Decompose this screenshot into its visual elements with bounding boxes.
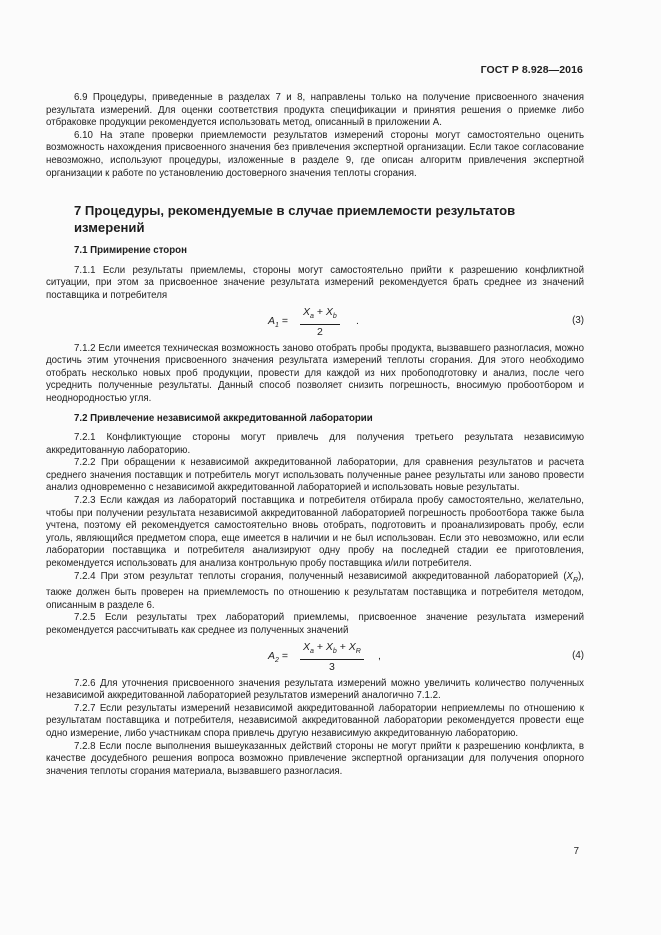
formula-4-number: (4) (572, 649, 584, 661)
paragraph-7-2-8: 7.2.8 Если после выполнения вышеуказанных действий стороны не могут прийти к разрешению конфликта, в качестве досудебного решения вопроса возможно привлечение экспертной организации для получения опорного значения теплоты сгорания материала, вызвавшего разногласия. (46, 740, 584, 777)
paragraph-7-2-1: 7.2.1 Конфликтующие стороны могут привлечь для получения третьего результата независимую аккредитованную лабораторию. (46, 432, 584, 456)
paragraph-7-1-2: 7.1.2 Если имеется техническая возможность заново отобрать пробы продукта, вызвавшего разногласия, можно достичь этим уточнения присвоенного значения результата измерений теплоты сгорания. Для этого необходимо отобрать несколько новых проб продукции, провести для каждой из них пробоподготовку и анализ, после чего усреднить полученные результаты. Данный способ позволяет снизить погрешность, вносимую пробоотбором и неоднородностью угля. (46, 342, 584, 404)
subsection-7-2-title: 7.2 Привлечение независимой аккредитованной лаборатории (74, 412, 373, 424)
paragraph-7-1-1: 7.1.1 Если результаты приемлемы, стороны могут самостоятельно прийти к разрешению конфликтной ситуации, при этом за присвоенное значение результата измерений рекомендуется брать среднее из значений поставщика и потребителя (46, 264, 584, 301)
formula-4-denominator: 3 (329, 660, 335, 673)
paragraph-6-9: 6.9 Процедуры, приведенные в разделах 7 и 8, направлены только на получение присвоенного значения результата измерений. Для оценки соответствия продукта спецификации и принятия решения о приемке либо отбраковке продукции рекомендуется использовать метод, описанный в приложении А. (46, 92, 584, 129)
subsection-7-1-title: 7.1 Примирение сторон (74, 245, 187, 257)
formula-3-denominator: 2 (316, 325, 323, 338)
formula-4-numerator: $X_a + X_b + X_R$ (300, 640, 364, 660)
document-body (46, 92, 584, 778)
formula-3-lhs: $A_1$ = (268, 314, 288, 329)
standard-header: ГОСТ Р 8.928—2016 (480, 64, 583, 76)
paragraph-7-2-7: 7.2.7 Если результаты измерений независимой аккредитованной лаборатории неприемлемы по отношению к результатам поставщика и потребителя, независимой аккредитованной лаборатории рекомендуется провести еще одно измерение, либо участникам спора привлечь другую независимую аккредитованную лабораторию. (46, 702, 584, 739)
paragraph-7-2-5: 7.2.5 Если результаты трех лабораторий приемлемы, присвоенное значение результата измерений рекомендуется рассчитывать как среднее из полученных значений (46, 612, 584, 636)
formula-4: $A_2$ = $\frac{X_a + X_b + X_R}{3}$ , (4) (268, 640, 584, 673)
formula-4-lhs: $A_2$ = (268, 649, 288, 664)
formula-3-numerator: $X_a + X_b$ (300, 305, 340, 325)
paragraph-7-2-3: 7.2.3 Если каждая из лабораторий поставщика и потребителя отбирала пробу самостоятельно, желательно, чтобы при получении результата независимой аккредитованной лабораторией погрешность пробоотбора также была учтена, поэтому ей рекомендуется самостоятельно вновь отобрать, подготовить и проанализировать пробу, если уголь, являющийся предметом спора, еще имеется в наличии и не был использован. Если это невозможно, или если лаборатории поставщика и потребителя анализируют одну пробу на последней стадии ее приготовления, рекомендуется использовать для анализа контрольную пробу поставщика и/или потребителя. (46, 495, 584, 570)
formula-4-fraction (300, 640, 364, 675)
formula-3: $A_1$ = $\frac{X_a + X_b}{2}$ . (3) (268, 305, 584, 338)
formula-3-fraction (300, 305, 340, 340)
paragraph-6-10: 6.10 На этапе проверки приемлемости результатов измерений стороны могут самостоятельно оценить возможность нахождения присвоенного значения без привлечения экспертной организации. Если такое согласование невозможно, используют процедуры, изложенные в разделе 9, где описан алгоритм привлечения экспертной организации к работе по установлению достоверного значения теплоты сгорания. (46, 129, 584, 179)
paragraph-7-2-4: 7.2.4 При этом результат теплоты сгорания, полученный независимой аккредитованной лабораторией $(X_R)$, также должен быть проверен на приемлемость по отношению к результатам поставщика и потребителя методом, описанным в разделе 6. (46, 570, 584, 611)
page-number: 7 (573, 846, 579, 857)
section-7-title: 7 Процедуры, рекомендуемые в случае приемлемости результатов измерений (74, 203, 516, 235)
formula-3-number: (3) (572, 314, 584, 326)
paragraph-7-2-6: 7.2.6 Для уточнения присвоенного значения результата измерений можно увеличить количество полученных независимой аккредитованной лабораторией результатов измерений аналогично 7.1.2. (46, 677, 584, 702)
paragraph-7-2-2: 7.2.2 При обращении к независимой аккредитованной лаборатории, для сравнения результатов и расчета среднего значения поставщик и потребитель могут использовать полученные ранее результаты или заново провести анализ одновременно с независимой аккредитованной лабораторией и использовать новые результаты. (46, 457, 584, 494)
